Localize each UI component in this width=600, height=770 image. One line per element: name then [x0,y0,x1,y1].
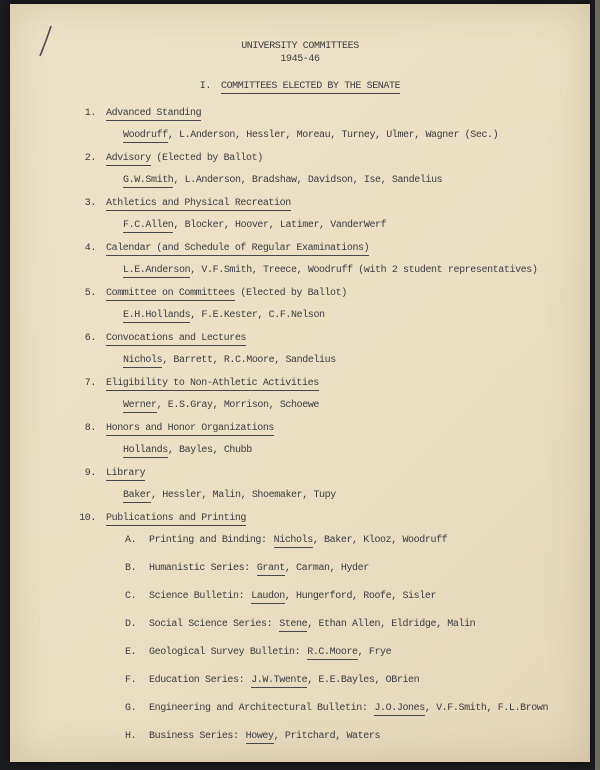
subitem-member-lead: J.O.Jones [374,703,425,714]
title-line: UNIVERSITY COMMITTEES [241,41,359,52]
subitem-row [125,534,590,547]
committee-item [70,107,590,142]
subitem-member-lead: Stene [279,619,308,630]
publication-subitems [70,534,590,743]
subitem-members-rest: , Baker, Klooz, Woodruff [312,535,448,546]
committee-number: 9. [84,468,96,479]
subitem-letter: H. [125,731,137,742]
document-title [10,40,590,66]
committee-name [106,512,246,525]
subitem-member-lead: Nichols [273,535,313,546]
committee-list [10,107,590,743]
subitem-letter: F. [125,675,137,686]
members-rest: , Hessler, Malin, Shoemaker, Tupy [151,490,336,501]
members-rest: , L.Anderson, Hessler, Moreau, Turney, Ulmer, Wagner (Sec.) [167,130,499,141]
subitem-row [125,674,590,687]
committee-name-underlined: Athletics and Physical Recreation [106,198,291,209]
member-lead: Baker [123,490,152,501]
members-rest: , E.S.Gray, Morrison, Schoewe [156,400,320,411]
subitem-letter: E. [125,647,137,658]
committee-title-line [70,287,590,300]
committee-name-underlined: Advanced Standing [106,108,202,119]
committee-number: 1. [84,108,96,119]
committee-name-underlined: Honors and Honor Organizations [106,423,275,434]
subitem-member-lead: Laudon [251,591,285,602]
subitem-label: Science Bulletin: [149,591,245,602]
committee-name-underlined: Publications and Printing [106,513,247,524]
subitem-member-lead: Grant [256,563,285,574]
members-line [123,354,590,367]
members-line [123,309,590,322]
committee-number: 7. [84,378,96,389]
subitem-member-lead: Howey [245,731,274,742]
committee-name-underlined: Eligibility to Non-Athletic Activities [106,378,319,389]
subitem-letter: G. [125,703,137,714]
committee-title-line [70,512,590,525]
committee-number: 6. [84,333,96,344]
section-numeral: I. [199,81,211,92]
committee-title-line [70,242,590,255]
committee-name [106,197,291,210]
members-rest: , F.E.Kester, C.F.Nelson [190,310,325,321]
committee-item [70,512,590,743]
member-lead: L.E.Anderson [123,265,191,276]
committee-number: 3. [84,198,96,209]
members-rest: , Barrett, R.C.Moore, Sandelius [162,355,336,366]
members-line [123,264,590,277]
member-lead: Nichols [123,355,163,366]
committee-number: 8. [84,423,96,434]
committee-name-suffix: (Elected by Ballot) [150,153,263,164]
subitem-row [125,562,590,575]
committee-number: 10. [79,513,96,524]
document-page [10,4,590,762]
members-line [123,399,590,412]
title-year: 1945-46 [280,54,320,65]
members-rest: , V.F.Smith, Treece, Woodruff (with 2 student representatives) [190,265,538,276]
subitem-label: Humanistic Series: [149,563,250,574]
members-line [123,174,590,187]
subitem-label: Printing and Binding: [149,535,267,546]
members-rest: , L.Anderson, Bradshaw, Davidson, Ise, Sandelius [173,175,443,186]
committee-name-underlined: Advisory [106,153,151,164]
scan-edge-strip [595,0,600,770]
committee-name-underlined: Convocations and Lectures [106,333,247,344]
subitem-row [125,702,590,715]
subitem-member-lead: J.W.Twente [251,675,308,686]
member-lead: E.H.Hollands [123,310,191,321]
member-lead: Hollands [123,445,168,456]
committee-number: 5. [84,288,96,299]
committee-name-underlined: Committee on Committees [106,288,235,299]
committee-number: 4. [84,243,96,254]
committee-title-line [70,107,590,120]
subitem-row [125,618,590,631]
subitem-members-rest: , V.F.Smith, F.L.Brown [424,703,549,714]
committee-item [70,287,590,322]
committee-title-line [70,467,590,480]
committee-item [70,152,590,187]
member-lead: F.C.Allen [123,220,174,231]
committee-name-suffix: (Elected by Ballot) [234,288,347,299]
subitem-members-rest: , Carman, Hyder [284,563,369,574]
subitem-members-rest: , Pritchard, Waters [273,731,381,742]
committee-item [70,422,590,457]
subitem-members-rest: , Hungerford, Roofe, Sisler [284,591,437,602]
subitem-letter: D. [125,619,137,630]
members-rest: , Bayles, Chubb [167,445,252,456]
subitem-label: Business Series: [149,731,239,742]
committee-number: 2. [84,153,96,164]
members-line [123,129,590,142]
committee-name [106,377,319,390]
committee-title-line [70,422,590,435]
members-rest: , Blocker, Hoover, Latimer, VanderWerf [173,220,387,231]
members-line [123,444,590,457]
subitem-label: Engineering and Architectural Bulletin: [149,703,368,714]
committee-name [106,467,145,480]
committee-item [70,332,590,367]
member-lead: G.W.Smith [123,175,174,186]
subitem-members-rest: , Ethan Allen, Eldridge, Malin [307,619,476,630]
committee-title-line [70,332,590,345]
section-title: COMMITTEES ELECTED BY THE SENATE [220,81,401,92]
committee-title-line [70,377,590,390]
committee-name-underlined: Library [106,468,146,479]
subitem-row [125,590,590,603]
section-heading [10,80,590,93]
slash-mark-graphic [36,24,56,58]
subitem-letter: B. [125,563,137,574]
committee-item [70,197,590,232]
committee-name [106,287,347,300]
subitem-label: Social Science Series: [149,619,273,630]
member-lead: Werner [123,400,157,411]
committee-name [106,422,274,435]
committee-title-line [70,152,590,165]
handwritten-slash-mark [36,24,56,63]
subitem-letter: C. [125,591,137,602]
subitem-label: Geological Survey Bulletin: [149,647,301,658]
committee-name-underlined: Calendar (and Schedule of Regular Examinations) [106,243,370,254]
committee-name [106,332,246,345]
subitem-label: Education Series: [149,675,245,686]
members-line [123,219,590,232]
members-line [123,489,590,502]
subitem-row [125,730,590,743]
committee-name [106,242,369,255]
subitem-letter: A. [125,535,137,546]
committee-item [70,242,590,277]
committee-name [106,107,201,120]
committee-title-line [70,197,590,210]
committee-item [70,467,590,502]
member-lead: Woodruff [123,130,168,141]
committee-item [70,377,590,412]
subitem-members-rest: , Frye [357,647,392,658]
subitem-row [125,646,590,659]
subitem-member-lead: R.C.Moore [307,647,358,658]
subitem-members-rest: , E.E.Bayles, OBrien [307,675,420,686]
committee-name [106,152,263,165]
